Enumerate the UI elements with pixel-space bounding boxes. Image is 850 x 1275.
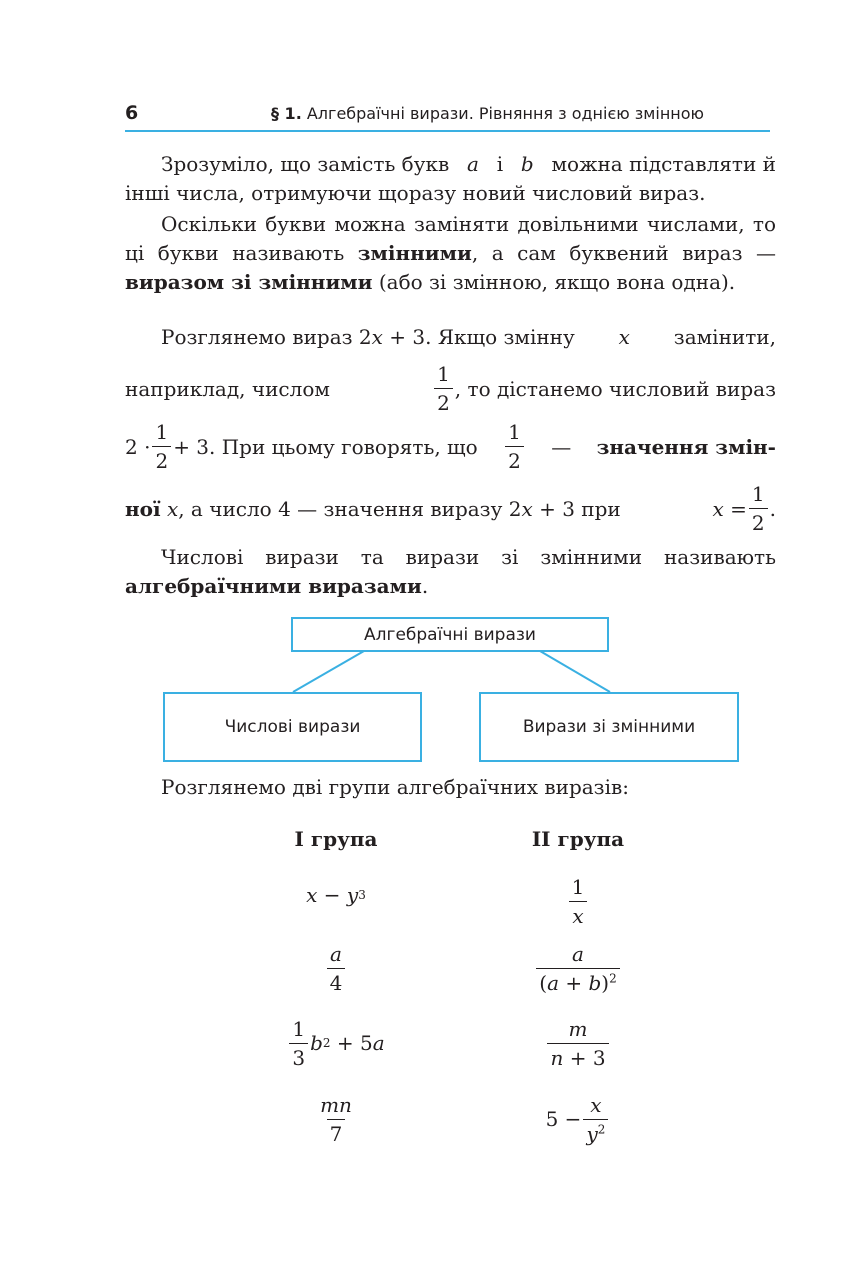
term-value-of-variable: значення змін- <box>596 434 776 459</box>
var-a: a <box>467 152 479 176</box>
conj-i: і <box>496 152 504 176</box>
term-value-end: ної <box>125 496 161 521</box>
frac-num: 1 <box>155 420 169 444</box>
g1-expr-3: $\frac{1}{3}$ b 2 + 5 a <box>236 1012 436 1074</box>
five-minus: 5 − <box>545 1107 582 1131</box>
sym: y <box>346 883 359 907</box>
pow: 2 <box>597 1121 606 1136</box>
frac-den: 2 <box>434 388 453 415</box>
para1-text-a: Зрозуміло, що замість букв <box>161 152 450 176</box>
var-x-5: x <box>712 496 724 521</box>
para4-end: . <box>421 574 429 598</box>
op: + 3 <box>563 1045 606 1070</box>
para2-end: (або зі змінною, якщо вона одна). <box>378 270 736 294</box>
frac-den: x <box>569 901 586 928</box>
frac-den: 2 <box>505 446 524 473</box>
op: − <box>317 883 347 907</box>
var-x-3: x <box>166 496 179 521</box>
para3-text-a: Розглянемо вираз 2 <box>161 325 372 349</box>
var-x-2: x <box>618 325 630 349</box>
fraction <box>583 1093 608 1146</box>
sym: y <box>586 1121 598 1146</box>
frac-den: 4 <box>327 968 346 995</box>
frac-den: 3 <box>289 1043 308 1070</box>
equals: = <box>730 496 747 521</box>
period: . <box>769 496 776 521</box>
op: + 5 <box>330 1031 373 1055</box>
fraction <box>547 1017 608 1070</box>
para4-text: Числові вирази та вирази зі змінними називають <box>161 545 776 569</box>
section-title: Алгебраїчні вирази. Рівняння з однією змінною <box>306 104 704 123</box>
sym: a <box>547 970 559 995</box>
g2-expr-1 <box>478 870 678 932</box>
pow: 2 <box>609 970 617 985</box>
para3-text-d: наприклад, числом <box>125 376 330 401</box>
g1-expr-2 <box>236 937 436 999</box>
frac-num: 1 <box>437 362 450 386</box>
var-x: x <box>371 325 383 349</box>
frac-num: 1 <box>508 420 521 444</box>
connector-left <box>293 651 364 692</box>
fraction <box>289 1017 308 1070</box>
sym: b <box>310 1031 323 1055</box>
frac-num: m <box>568 1016 588 1041</box>
sym: x <box>306 883 318 907</box>
para1-text-b: можна підставляти й <box>551 152 776 176</box>
op: + <box>559 970 589 995</box>
para3-text-b: + 3. Якщо змінну <box>389 325 575 349</box>
g1-expr-4 <box>236 1088 436 1150</box>
frac-num: a <box>572 941 584 966</box>
sym: a <box>372 1031 385 1055</box>
fraction <box>317 1093 355 1146</box>
page-number: 6 <box>125 102 139 124</box>
fraction <box>569 875 588 928</box>
frac-den: 2 <box>749 508 768 535</box>
frac-num: x <box>590 1092 602 1117</box>
frac-den: 7 <box>327 1119 346 1146</box>
term-algebraic-expressions: алгебраїчними виразами <box>125 574 422 598</box>
diagram-right-box: Вирази зі змінними <box>479 692 739 762</box>
var-x-4: x <box>521 496 533 521</box>
para3-text-h: + 3 при <box>539 496 621 521</box>
groups-intro: Розглянемо дві групи алгебраїчних виразів: <box>161 775 629 799</box>
para3-text-g: , а число 4 — значення виразу 2 <box>178 496 522 521</box>
diagram-root-box: Алгебраїчні вирази <box>291 617 609 652</box>
g2-expr-3 <box>478 1012 678 1074</box>
g2-expr-2 <box>478 937 678 999</box>
two-times: 2 · <box>125 434 151 459</box>
frac-den <box>536 968 620 995</box>
g2-expr-4 <box>478 1088 678 1150</box>
g1-expr-1: x − y 3 <box>306 883 366 907</box>
para3-text-e: , то дістанемо числовий вираз <box>454 376 776 401</box>
frac-num: 1 <box>571 874 585 899</box>
paren: ( <box>539 970 548 995</box>
term-variables: змінними <box>357 241 472 265</box>
para2-start: Оскільки букви можна заміняти довільними числами, то ці букви називають <box>125 212 776 265</box>
para3-text-f: + 3. При цьому говорять, що <box>173 434 478 459</box>
frac-num: mn <box>320 1092 352 1117</box>
fraction <box>536 942 620 995</box>
frac-den <box>583 1119 608 1146</box>
sym: b <box>588 970 602 995</box>
para3-text-c: замінити, <box>673 325 776 349</box>
group1-title: I група <box>294 827 378 851</box>
group2-title: II група <box>531 827 625 851</box>
dash: — <box>551 434 572 459</box>
var-b: b <box>520 152 534 176</box>
diagram-left-box: Числові вирази <box>163 692 422 762</box>
para2-mid: , а сам буквений вираз — <box>471 241 776 265</box>
frac-num: 1 <box>751 482 765 506</box>
frac-num: a <box>330 941 342 966</box>
connector-right <box>540 651 610 692</box>
section-mark: § 1. <box>270 104 302 123</box>
sym: n <box>550 1045 564 1070</box>
frac-den <box>547 1043 608 1070</box>
frac-den: 2 <box>152 446 171 473</box>
paren: ) <box>601 970 610 995</box>
term-expression-with-variables: виразом зі змінними <box>125 270 373 294</box>
frac-num: 1 <box>292 1016 306 1041</box>
fraction <box>327 942 346 995</box>
para1-line2: інші числа, отримуючи щоразу новий числовий вираз. <box>125 181 706 205</box>
